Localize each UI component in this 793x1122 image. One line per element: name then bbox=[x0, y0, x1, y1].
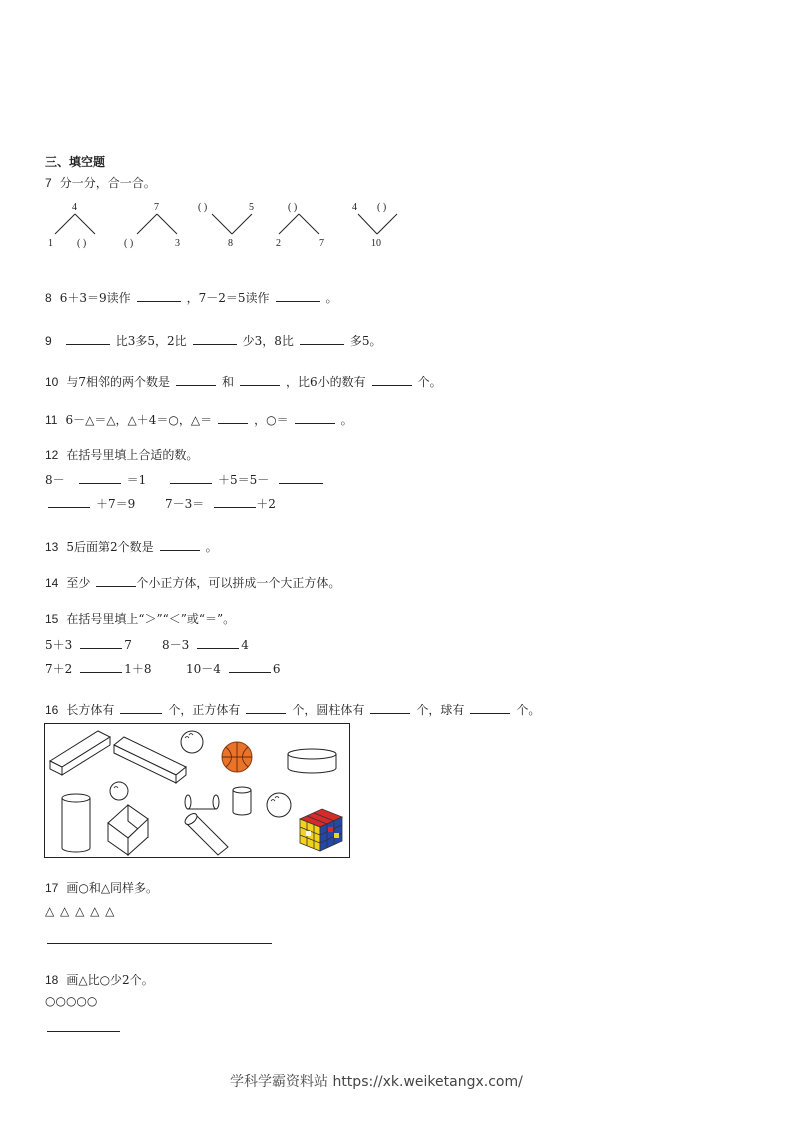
question-number: 13 bbox=[45, 540, 59, 554]
number-bond-3 bbox=[198, 202, 254, 249]
answer-blank[interactable] bbox=[300, 333, 344, 345]
question-text: 和 bbox=[222, 375, 235, 389]
answer-blank[interactable] bbox=[176, 374, 216, 386]
bond-left-top: ( ) bbox=[288, 202, 298, 213]
question-text: 个。 bbox=[516, 703, 541, 717]
answer-blank[interactable] bbox=[372, 374, 412, 386]
footer-watermark: 学科学霸资料站 https://xk.weiketangx.com/ bbox=[230, 1074, 523, 1090]
question-12 bbox=[45, 446, 198, 463]
solid-shapes-picture bbox=[44, 723, 350, 858]
question-text: 6＋3＝9读作 bbox=[59, 291, 131, 305]
drawing-line[interactable] bbox=[47, 943, 272, 944]
question-text: 。 bbox=[205, 540, 218, 554]
question-text: 少3，8比 bbox=[242, 334, 294, 348]
triangles-row: △ △ △ △ △ bbox=[45, 904, 116, 918]
question-number: 10 bbox=[45, 375, 59, 389]
question-text: 画○和△同样多。 bbox=[66, 881, 159, 895]
answer-blank[interactable] bbox=[80, 661, 122, 673]
answer-blank[interactable] bbox=[120, 702, 162, 714]
equation-text: 7－3＝ bbox=[165, 497, 205, 511]
bond-left-top: 4 bbox=[352, 202, 357, 213]
question-text: 6－△＝△，△＋4＝○，△＝ bbox=[65, 413, 213, 427]
question-number: 12 bbox=[45, 448, 59, 462]
question-number: 17 bbox=[45, 881, 59, 895]
question-number: 18 bbox=[45, 973, 59, 987]
question-9 bbox=[45, 332, 382, 349]
q12-row-2 bbox=[48, 495, 135, 512]
number-bond-2 bbox=[124, 202, 180, 249]
answer-blank[interactable] bbox=[295, 412, 335, 424]
q15-row-1 bbox=[45, 636, 132, 653]
answer-blank[interactable] bbox=[370, 702, 410, 714]
question-text: ，比6小的数有 bbox=[286, 375, 366, 389]
question-7 bbox=[45, 174, 156, 191]
equation-text: ＋5＝5－ bbox=[218, 473, 270, 487]
q12-row-1b bbox=[170, 471, 329, 488]
equation-text: 8－ bbox=[45, 473, 65, 487]
basketball-icon bbox=[222, 742, 252, 772]
number-bond-1 bbox=[48, 202, 95, 249]
sphere-icon bbox=[110, 782, 128, 800]
question-text: 个，球有 bbox=[416, 703, 465, 717]
question-text: 在括号里填上“＞”“＜”或“＝”。 bbox=[66, 612, 236, 626]
equation-text: 7 bbox=[124, 638, 132, 652]
question-text: 在括号里填上合适的数。 bbox=[66, 448, 199, 462]
equation-text: 4 bbox=[241, 638, 249, 652]
bond-left: ( ) bbox=[124, 238, 134, 249]
question-18 bbox=[45, 971, 154, 988]
answer-blank[interactable] bbox=[229, 661, 271, 673]
bond-left: 1 bbox=[48, 238, 53, 249]
question-number: 8 bbox=[45, 291, 52, 305]
bond-right-top: 5 bbox=[249, 202, 254, 213]
question-text: 分一分，合一合。 bbox=[59, 176, 156, 190]
question-text: 与7相邻的两个数是 bbox=[66, 375, 170, 389]
circles-row: ○○○○○ bbox=[45, 994, 98, 1008]
answer-blank[interactable] bbox=[80, 637, 122, 649]
question-14 bbox=[45, 574, 340, 591]
question-text: ，7－2＝5读作 bbox=[186, 291, 270, 305]
cylinder-icon bbox=[233, 787, 251, 815]
question-10 bbox=[45, 373, 442, 390]
number-bond-4 bbox=[276, 202, 324, 249]
equation-text: 7＋2 bbox=[45, 662, 73, 676]
q15-row-1b bbox=[162, 636, 249, 653]
question-number: 9 bbox=[45, 334, 52, 348]
answer-blank[interactable] bbox=[79, 472, 121, 484]
answer-blank[interactable] bbox=[66, 333, 110, 345]
equation-text: 8－3 bbox=[162, 638, 190, 652]
bond-right: 7 bbox=[319, 238, 324, 249]
cylinder-icon bbox=[185, 795, 219, 809]
question-number: 16 bbox=[45, 703, 59, 717]
q15-row-2 bbox=[45, 660, 152, 677]
question-number: 14 bbox=[45, 576, 59, 590]
answer-blank[interactable] bbox=[214, 496, 256, 508]
answer-blank[interactable] bbox=[48, 496, 90, 508]
equation-text: ＋7＝9 bbox=[96, 497, 136, 511]
question-text: 长方体有 bbox=[66, 703, 115, 717]
bond-right-top: ( ) bbox=[377, 202, 387, 213]
bond-top: 4 bbox=[72, 202, 77, 213]
bond-bottom: 8 bbox=[228, 238, 233, 249]
equation-text: 1＋8 bbox=[124, 662, 152, 676]
equation-text: ＋2 bbox=[256, 497, 276, 511]
question-number: 15 bbox=[45, 612, 59, 626]
question-text: 。 bbox=[340, 413, 353, 427]
bond-right: ( ) bbox=[77, 238, 87, 249]
drawing-line[interactable] bbox=[47, 1031, 120, 1032]
answer-blank[interactable] bbox=[240, 374, 280, 386]
question-text: 5后面第2个数是 bbox=[66, 540, 154, 554]
equation-text: 5＋3 bbox=[45, 638, 73, 652]
answer-blank[interactable] bbox=[96, 575, 136, 587]
question-number: 7 bbox=[45, 176, 52, 190]
q15-row-2b bbox=[186, 660, 281, 677]
question-text: 个，正方体有 bbox=[168, 703, 241, 717]
question-number: 11 bbox=[45, 413, 58, 427]
question-text: 个小正方体，可以拼成一个大正方体。 bbox=[136, 576, 341, 590]
question-13 bbox=[45, 538, 218, 555]
answer-blank[interactable] bbox=[160, 539, 200, 551]
q12-row-1 bbox=[45, 471, 146, 488]
answer-blank[interactable] bbox=[197, 637, 239, 649]
question-text: 。 bbox=[325, 291, 338, 305]
question-text: ，○＝ bbox=[254, 413, 289, 427]
question-15 bbox=[45, 610, 235, 627]
question-text: 多5。 bbox=[349, 334, 382, 348]
question-16 bbox=[45, 701, 540, 718]
answer-blank[interactable] bbox=[218, 412, 248, 424]
question-text: 个。 bbox=[417, 375, 442, 389]
bond-bottom: 10 bbox=[371, 238, 381, 249]
answer-blank[interactable] bbox=[470, 702, 510, 714]
number-bond-trees bbox=[40, 198, 430, 250]
section-title: 三、填空题 bbox=[45, 155, 106, 169]
question-text: 至少 bbox=[66, 576, 91, 590]
sphere-icon bbox=[181, 731, 203, 753]
q12-row-2b bbox=[165, 495, 276, 512]
bond-left-top: ( ) bbox=[198, 202, 208, 213]
answer-blank[interactable] bbox=[279, 472, 323, 484]
answer-blank[interactable] bbox=[193, 333, 237, 345]
bond-left: 2 bbox=[276, 238, 281, 249]
question-11 bbox=[45, 411, 353, 428]
answer-blank[interactable] bbox=[170, 472, 212, 484]
question-text: 个，圆柱体有 bbox=[292, 703, 365, 717]
cylinder-icon bbox=[62, 794, 90, 852]
cylinder-icon bbox=[288, 749, 336, 773]
sphere-icon bbox=[267, 793, 291, 817]
bond-top: 7 bbox=[154, 202, 159, 213]
answer-blank[interactable] bbox=[137, 290, 181, 302]
number-bond-5 bbox=[352, 202, 397, 249]
answer-blank[interactable] bbox=[246, 702, 286, 714]
equation-text: ＝1 bbox=[126, 473, 147, 487]
equation-text: 10－4 bbox=[186, 662, 221, 676]
question-17 bbox=[45, 879, 158, 896]
answer-blank[interactable] bbox=[276, 290, 320, 302]
question-text: 画△比○少2个。 bbox=[66, 973, 154, 987]
equation-text: 6 bbox=[272, 662, 281, 676]
bond-right: 3 bbox=[175, 238, 180, 249]
question-8 bbox=[45, 289, 338, 306]
question-text: 比3多5，2比 bbox=[115, 334, 187, 348]
